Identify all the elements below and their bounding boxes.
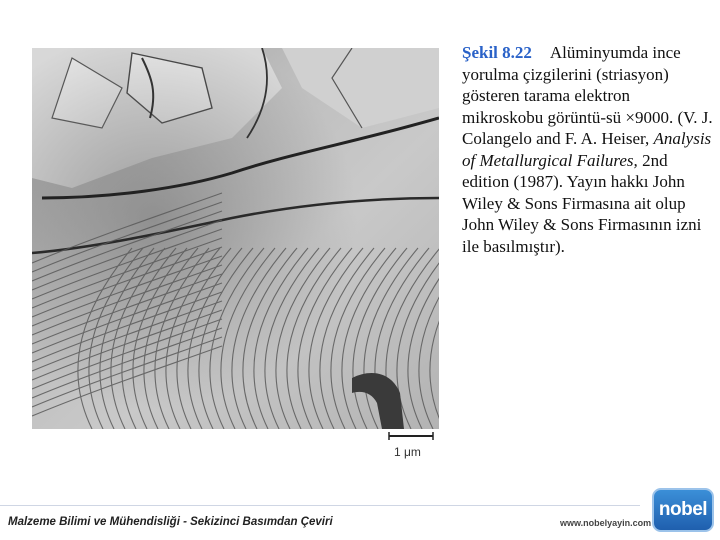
scale-bar-label: 1 μm — [394, 445, 421, 459]
caption-text-1: Alüminyumda ince yorulma çizgilerini (striasyon) gösteren tarama elektron mikroskobu görüntü-sü ×9000. (V. J. Colangelo and F. A. Heiser, — [462, 43, 713, 148]
footer-book-title: Malzeme Bilimi ve Mühendisliği - Sekizinci Basımdan Çeviri — [8, 516, 333, 528]
fatigue-striations-image — [32, 48, 439, 429]
caption-book-title: Analysis of Metallurgical Failures, — [462, 129, 712, 170]
footer-website-link[interactable]: www.nobelyayin.com — [560, 518, 652, 528]
scale-bar — [388, 432, 434, 440]
sem-micrograph-image — [32, 48, 439, 429]
figure-caption — [462, 42, 714, 257]
publisher-logo — [652, 488, 714, 532]
footer-divider — [0, 505, 640, 506]
logo-text: nobel — [658, 499, 708, 520]
caption-text-2: 2nd edition (1987). Yayın hakkı John Wiley & Sons Firmasına ait olup John Wiley & Sons Firmasının izni ile basılmıştır). — [462, 150, 702, 256]
figure-label: Şekil 8.22 — [462, 43, 532, 62]
